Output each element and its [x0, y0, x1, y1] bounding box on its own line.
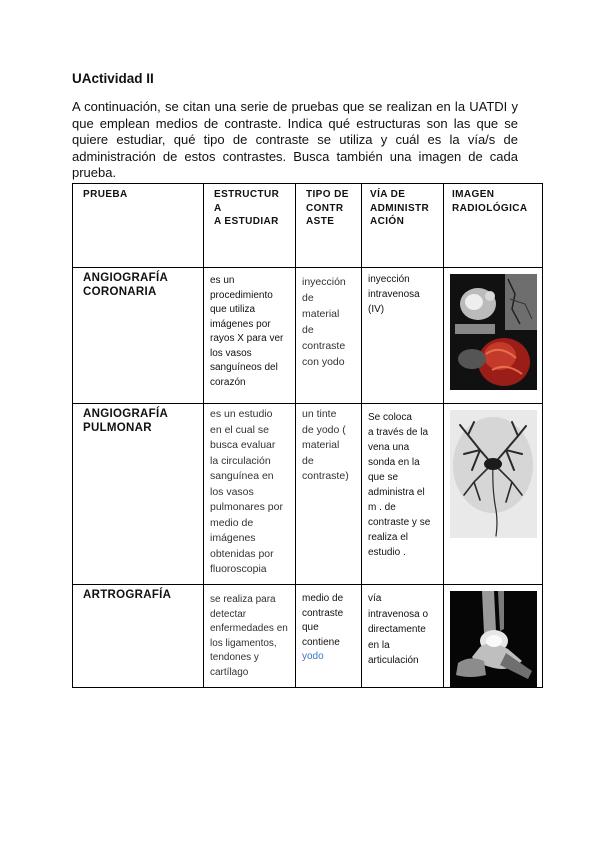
- row-estructura: es un estudio en el cual se busca evaluar la circulación sanguínea en los vasos pulmonares por medio de imágenes obtenidas por fluoroscopia: [210, 408, 283, 575]
- header-via: VÍA DE ADMINISTR ACIÓN: [370, 189, 430, 227]
- row-via: vía intravenosa o directamente en la articulación: [368, 593, 429, 666]
- tests-table: [72, 183, 543, 688]
- row-estructura: se realiza para detectar enfermedades en los ligamentos, tendones y cartílago: [210, 594, 288, 678]
- table-row: [73, 268, 543, 404]
- yodo-link[interactable]: yodo: [302, 651, 324, 662]
- header-row: [73, 184, 543, 268]
- row-prueba: ARTROGRAFÍA: [83, 589, 172, 601]
- row-tipo: un tinte de yodo ( material de contraste): [302, 408, 349, 482]
- row-tipo: medio de contraste que contiene: [302, 593, 344, 648]
- header-estructura: ESTRUCTUR A A ESTUDIAR: [214, 189, 280, 227]
- header-tipo: TIPO DE CONTR ASTE: [306, 189, 349, 227]
- row-via: inyección intravenosa (IV): [368, 274, 420, 315]
- row-via: Se coloca a través de la vena una sonda en la que se administra el m . de contraste y se realiza el estudio .: [368, 412, 431, 558]
- table-row: [73, 585, 543, 688]
- page-title: UActividad II: [72, 71, 154, 86]
- header-imagen: IMAGEN RADIOLÓGICA: [452, 189, 528, 214]
- ankle-arthrography-image: [450, 591, 537, 687]
- table-row: [73, 404, 543, 585]
- pulmonary-angiography-image: [450, 410, 537, 538]
- row-prueba: ANGIOGRAFÍA PULMONAR: [83, 408, 169, 434]
- row-tipo: inyección de material de contraste con yodo: [302, 276, 346, 368]
- coronary-angiography-image: [450, 274, 537, 390]
- row-estructura: es un procedimiento que utiliza imágenes por rayos X para ver los vasos sanguíneos del corazón: [210, 275, 284, 388]
- header-prueba: PRUEBA: [83, 189, 128, 200]
- row-prueba: ANGIOGRAFÍA CORONARIA: [83, 272, 169, 298]
- intro-paragraph: A continuación, se citan una serie de pruebas que se realizan en la UATDI y que emplean medios de contraste. Indica qué estructuras son las que se quiere estudiar, qué tipo de contraste se utiliza y cuál es la vía/s de administración de estos contrastes. Busca también una imagen de cada prueba.: [72, 99, 518, 180]
